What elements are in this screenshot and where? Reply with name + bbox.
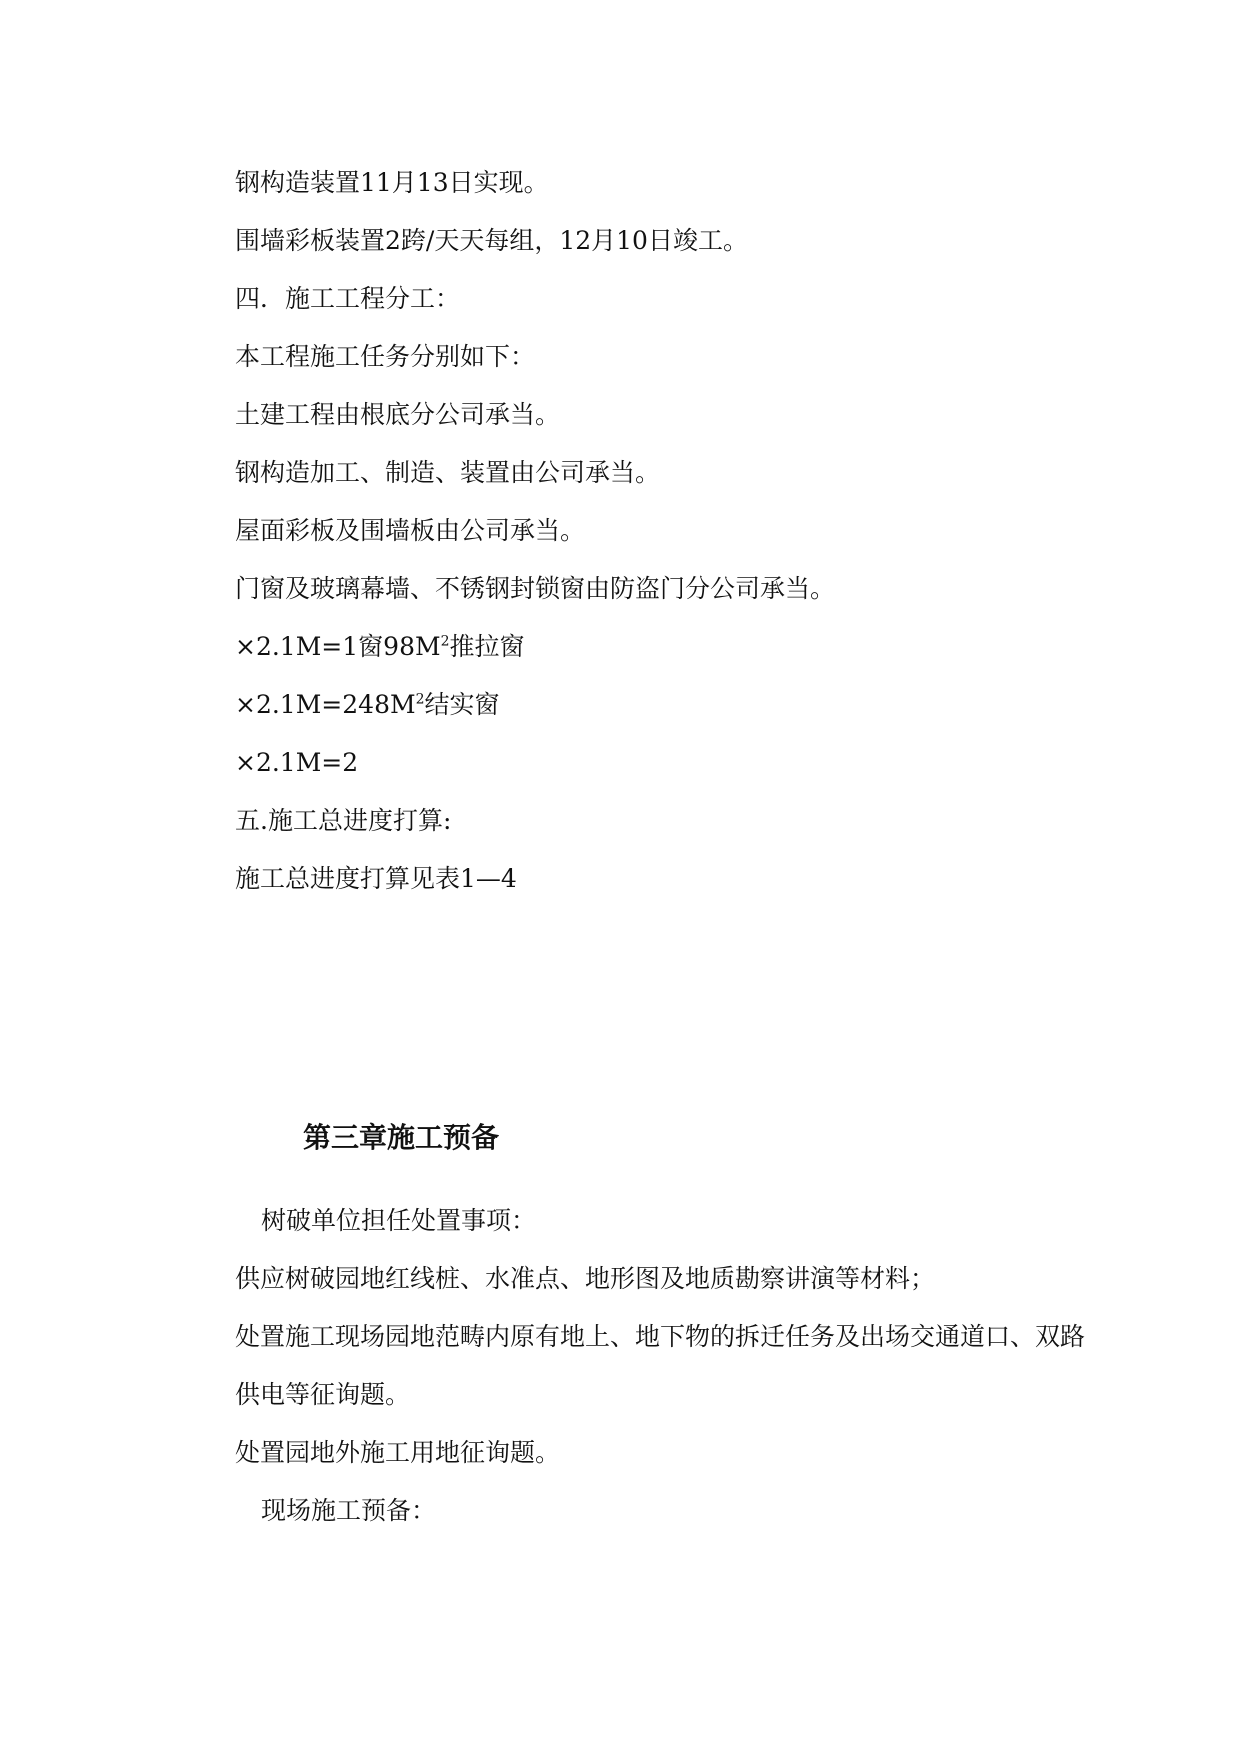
paragraph-schedule-ref: 施工总进度打算见表1—4: [235, 864, 517, 893]
paragraph-steel-install: 钢构造装置11月13日实现。: [235, 168, 549, 197]
paragraph-steel-fabrication: 钢构造加工、制造、装置由公司承当。: [235, 458, 661, 487]
paragraph-supply-materials: 供应树破园地红线桩、水准点、地形图及地质勘察讲演等材料；: [235, 1264, 936, 1293]
window-spec-1-text: ×2.1M=1窗98M: [235, 632, 441, 661]
section-heading-four: 四．施工工程分工：: [235, 284, 461, 313]
paragraph-site-clearance-cont: 供电等征询题。: [235, 1380, 411, 1409]
paragraph-task-intro: 本工程施工任务分别如下：: [235, 342, 536, 371]
window-spec-2-sup: 2: [415, 691, 425, 708]
window-spec-1-sup: 2: [440, 633, 450, 650]
paragraph-roof-panel: 屋面彩板及围墙板由公司承当。: [235, 516, 586, 545]
paragraph-external-land: 处置园地外施工用地征询题。: [235, 1438, 561, 1467]
window-spec-2-text: ×2.1M=248M: [235, 690, 416, 719]
window-spec-line-1: [235, 632, 525, 662]
window-spec-2-suffix: 结实窗: [424, 690, 500, 719]
window-spec-line-2: [235, 690, 500, 720]
section-heading-five: 五.施工总进度打算:: [235, 806, 452, 835]
paragraph-wall-panel: 围墙彩板装置2跨/天天每组，12月10日竣工。: [235, 226, 748, 255]
paragraph-doors-windows: 门窗及玻璃幕墙、不锈钢封锁窗由防盗门分公司承当。: [235, 574, 836, 603]
chapter-title: 第三章施工预备: [303, 1121, 500, 1154]
paragraph-site-preparation: 现场施工预备：: [261, 1496, 437, 1525]
paragraph-site-clearance: 处置施工现场园地范畴内原有地上、地下物的拆迁任务及出场交通道口、双路: [235, 1322, 1086, 1351]
window-spec-1-suffix: 推拉窗: [449, 632, 525, 661]
paragraph-civil-work: 土建工程由根底分公司承当。: [235, 400, 561, 429]
window-spec-line-3: ×2.1M=2: [235, 748, 359, 777]
paragraph-owner-duties: 树破单位担任处置事项：: [261, 1206, 537, 1235]
